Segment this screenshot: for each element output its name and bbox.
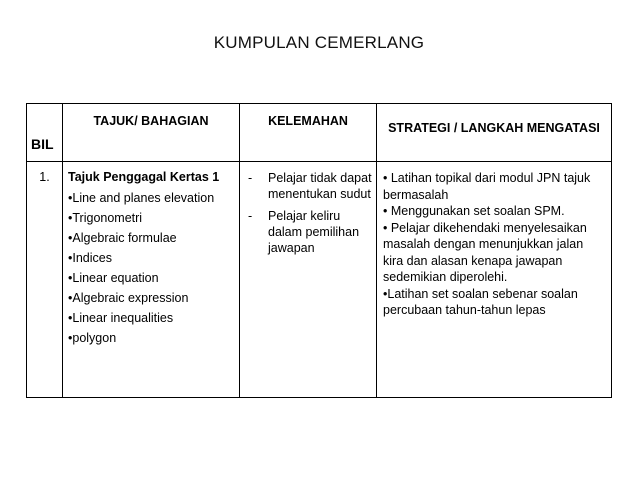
weakness-cell	[240, 162, 377, 398]
header-tajuk: TAJUK/ BAHAGIAN	[63, 104, 240, 162]
topic-item: •polygon	[68, 331, 117, 345]
header-strategi: STRATEGI / LANGKAH MENGATASI	[377, 104, 612, 162]
table-header-row	[27, 104, 612, 162]
weakness-text: Pelajar tidak dapat menentukan sudut	[268, 171, 372, 201]
topic-item: •Indices	[68, 251, 112, 265]
weakness-item	[244, 208, 372, 256]
strategy-item: • Pelajar dikehendaki menyelesaikan masalah dengan menunjukkan jalan kira dan alasan kenapa jawapan sedemikian diperolehi.	[383, 220, 587, 284]
topic-item: •Linear inequalities	[68, 311, 174, 325]
topic-heading: Tajuk Penggagal Kertas 1	[68, 170, 220, 184]
dash-bullet: -	[248, 171, 253, 185]
topic-item: •Linear equation	[68, 271, 159, 285]
row-number: 1.	[27, 162, 63, 398]
strategy-cell	[377, 162, 612, 398]
strategy-item: •Latihan set soalan sebenar soalan percubaan tahun-tahun lepas	[383, 286, 578, 317]
strategy-item: • Menggunakan set soalan SPM.	[383, 204, 565, 218]
topic-item: •Trigonometri	[68, 211, 143, 225]
weakness-item	[244, 170, 372, 202]
header-bil: BIL	[27, 104, 63, 162]
slide-title: KUMPULAN CEMERLANG	[213, 33, 425, 52]
weakness-text: Pelajar keliru dalam pemilihan jawapan	[268, 209, 360, 255]
topic-item: •Algebraic formulae	[68, 231, 177, 245]
topic-item: •Line and planes elevation	[68, 191, 215, 205]
strategy-item: • Latihan topikal dari modul JPN tajuk bermasalah	[383, 171, 591, 202]
strategy-table	[26, 103, 612, 398]
table-row	[27, 162, 612, 398]
header-kelemahan: KELEMAHAN	[240, 104, 377, 162]
topic-cell	[63, 162, 240, 398]
dash-bullet: -	[248, 209, 253, 223]
topic-item: •Algebraic expression	[68, 291, 189, 305]
